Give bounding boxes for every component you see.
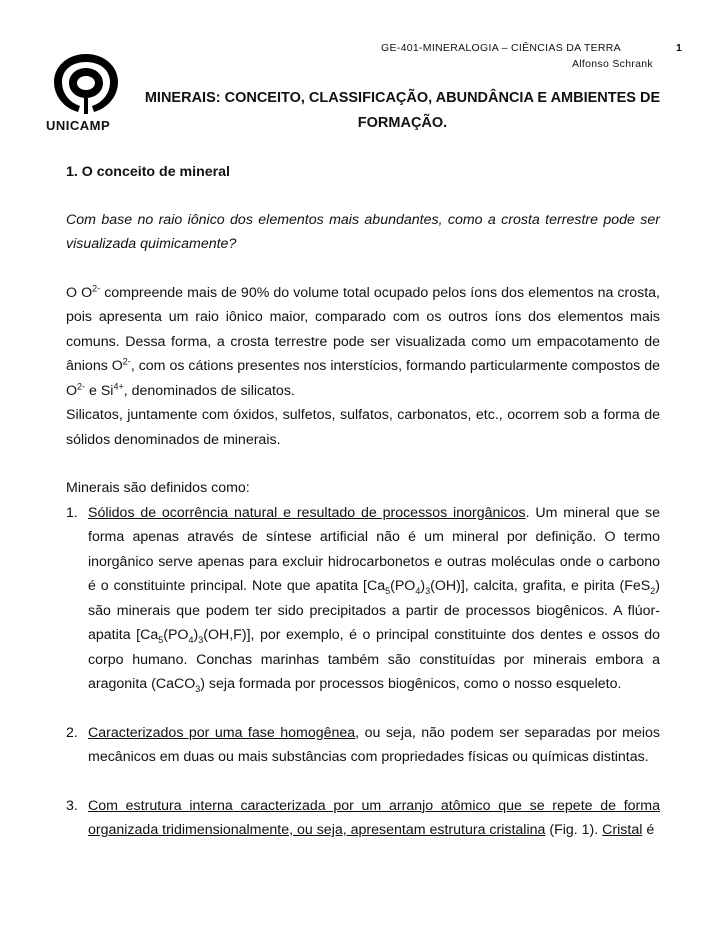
silicates-paragraph: Silicatos, juntamente com óxidos, sulfetos, sulfatos, carbonatos, etc., ocorrem sob a forma de sólidos denominados de minerais. bbox=[66, 407, 660, 448]
question-paragraph: Com base no raio iônico dos elementos mais abundantes, como a crosta terrestre pode ser visualizada quimicamente? bbox=[66, 211, 660, 252]
unicamp-emblem-icon bbox=[46, 50, 126, 120]
ionic-radius-paragraph: O $O^{2-}$ compreende mais de 90% do volume total ocupado pelos íons dos elementos na crosta, pois apresenta um raio iônico maior, comparado com os outros íons dos elementos mais comuns. Dessa forma, a crosta terrestre pode ser visualizada como um empacotamento de ânions $O^{2-}$, com os cátions presentes nos interstícios, formando particularmente compostos de $O^{2-}$ e $Si^{4+}$, denominados de silicatos. bbox=[66, 282, 660, 399]
page-number: 1 bbox=[676, 42, 683, 54]
logo-text: UNICAMP bbox=[46, 118, 111, 133]
author-name: Alfonso Schrank bbox=[572, 58, 653, 70]
section-heading: 1. O conceito de mineral bbox=[66, 164, 230, 180]
document-title-line2: FORMAÇÃO. bbox=[357, 115, 448, 131]
course-header: GE-401-MINERALOGIA – CIÊNCIAS DA TERRA bbox=[381, 42, 621, 54]
list-item: 3. Com estrutura interna caracterizada por um arranjo atômico que se repete de forma organizada tridimensionalmente, ou seja, apresentam estrutura cristalina (Fig. 1). Cristal é bbox=[66, 797, 660, 838]
list-item: 1. Sólidos de ocorrência natural e resultado de processos inorgânicos. Um mineral que se forma apenas através de síntese artificial não é um mineral por definição. O termo inorgânico serve apenas para excluir hidrocarbonetos e outras moléculas onde o carbono é o constituinte principal. Note que apatita $[Ca_5(PO_4)_3(OH)]$, calcita, grafita, e pirita (FeS$_2$) são minerais que podem ter sido precipitados a partir de processos biogênicos. A flúor-apatita $[Ca_5(PO_4)_3(OH,F)]$, por exemplo, é o principal constituinte dos dentes e ossos do corpo humano. Conchas marinhas também são constituídas por minerais embora a aragonita (CaCO$_3$) seja formada por processos biogênicos, como o nosso esqueleto. bbox=[66, 504, 660, 694]
document-title-line1: MINERAIS: CONCEITO, CLASSIFICAÇÃO, ABUNDÂNCIA E AMBIENTES DE bbox=[144, 90, 661, 106]
document-body bbox=[66, 160, 660, 843]
unicamp-logo bbox=[46, 50, 126, 133]
list-item: 2. Caracterizados por uma fase homogênea, ou seja, não podem ser separadas por meios mecânicos em duas ou mais substâncias com propriedades físicas ou químicas distintas. bbox=[66, 724, 661, 765]
definition-intro: Minerais são definidos como: bbox=[66, 480, 250, 496]
